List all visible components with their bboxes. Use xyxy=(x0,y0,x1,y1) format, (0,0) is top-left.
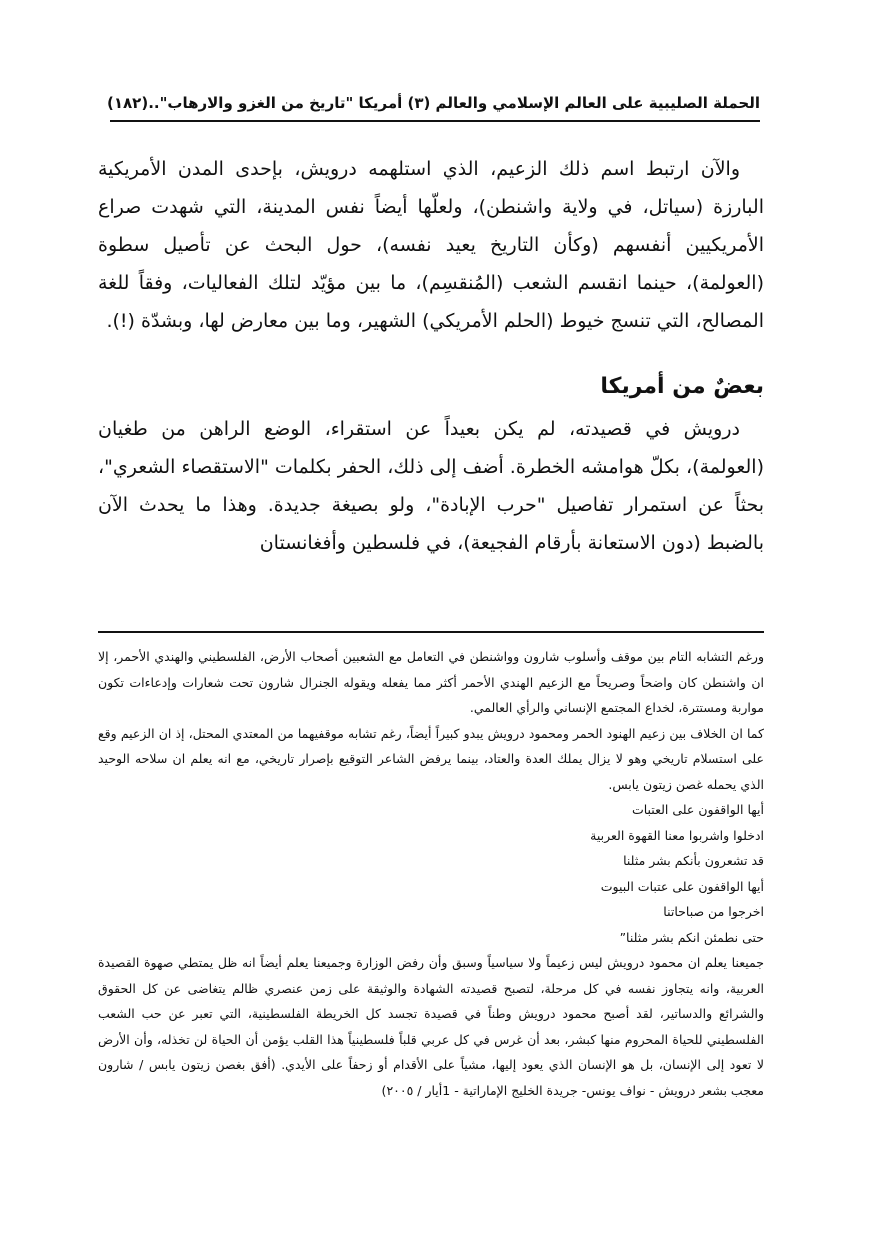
section-heading: بعضٌ من أمريكا xyxy=(600,374,764,399)
body-paragraph-1: والآن ارتبط اسم ذلك الزعيم، الذي استلهمه درويش، بإحدى المدن الأمريكية البارزة (سياتل، في ولاية واشنطن)، ولعلّها أيضاً نفس المدينة، التي شهدت صراع الأمريكيين أنفسهم (وكأن التاريخ يعيد نفسه)، حول البحث عن تأصيل سطوة (العولمة)، حينما انقسم الشعب (المُنقسِم)، ما بين مؤيّد لتلك الفعاليات، وفقاً للغة المصالح، التي تنسج خيوط (الحلم الأمريكي) الشهير، وما بين معارض لها، وبشدّة (!). xyxy=(98,158,764,332)
footnotes xyxy=(98,644,764,1103)
body-paragraph-2: درويش في قصيدته، لم يكن بعيداً عن استقراء، الوضع الراهن من طغيان (العولمة)، بكلّ هوامشه الخطرة. أضف إلى ذلك، الحفر بكلمات "الاستقصاء الشعري"، بحثاً عن استمرار تفاصيل "حرب الإبادة"، ولو بصيغة جديدة. وهذا ما يحدث الآن بالضبط (دون الاستعانة بأرقام الفجيعة)، في فلسطين وأفغانستان xyxy=(98,418,764,554)
page-number: (١٨٢) xyxy=(107,94,149,112)
poem-line: أيها الواقفون على العتبات xyxy=(631,802,764,817)
running-header xyxy=(107,88,760,122)
poem-line: أيها الواقفون على عتبات البيوت xyxy=(600,878,764,894)
footnote-separator xyxy=(98,631,764,633)
poem-line: حتى نطمئن انكم بشر مثلنا” xyxy=(619,929,764,945)
poem-line: اخرجوا من صباحاتنا xyxy=(663,904,764,919)
poem-line: قد تشعرون بأنكم بشر مثلنا xyxy=(623,853,764,868)
poem-line: ادخلوا واشربوا معنا القهوة العربية xyxy=(590,827,764,843)
footnote-paragraph-2: كما ان الخلاف بين زعيم الهنود الحمر ومحمود درويش يبدو كبيراً أيضاً، رغم تشابه موقفيهما من المعتدي المحتل، إذ ان الزعيم وقع على استسلام تاريخي وهو لا يزال يملك العدة والعتاد، بينما يرفض الشاعر التوقيع بإصرار تاريخي، مع انه يعلم ان سلاحه الوحيد الذي يحمله غصن زيتون يابس. xyxy=(98,725,764,792)
footnote-paragraph-3: جميعنا يعلم ان محمود درويش ليس زعيماً ولا سياسياً وسبق وأن رفض الوزارة وجميعنا يعلم أيضاً انه ظل يمتطي صهوة القصيدة العربية، وانه يتجاوز نفسه في كل مرحلة، لتصبح قصيدته الشهادة والوثيقة على زمن عنصري ظالم يتغاضى عن كل الحقوق والشرائع والدساتير، لقد أصبح محمود درويش وطناً في قصيدة تجسد كل الخريطة الفلسطينية، التي تعبر عن حب الشعب الفلسطيني للحياة المحروم منها كبشر، بعد أن غرس في كل عربي قلباً فلسطينياً هذا القلب يؤمن أن الحياة لن تخذله، وأن الأرض لا تعود إلى الإنسان، بل هو الإنسان الذي يعود إليها، مشياً على الأقدام أو زحفاً على الأيدي. (أفق بغصن زيتون يابس / شارون معجب بشعر درويش - نواف يونس- جريدة الخليج الإماراتية - 1أيار / ٢٠٠٥) xyxy=(98,955,764,1098)
poem-block xyxy=(98,797,764,950)
footnote-paragraph-1: ورغم التشابه التام بين موقف وأسلوب شارون وواشنطن في التعامل مع الشعبين أصحاب الأرض، الفلسطيني والهندي الأحمر، إلا ان واشنطن كان واضحاً وصريحاً مع الزعيم الهندي الأحمر أكثر مما يفعله ويقوله الجنرال شارون تحت شعارات وإدعاءات تكون مواربة ومستترة، لخداع المجتمع الإنساني والرأي العالمي. xyxy=(98,649,764,715)
main-text xyxy=(98,150,764,562)
header-title: الحملة الصليبية على العالم الإسلامي والعالم (٣) أمريكا "تاريخ من الغزو والارهاب".. xyxy=(148,94,760,112)
